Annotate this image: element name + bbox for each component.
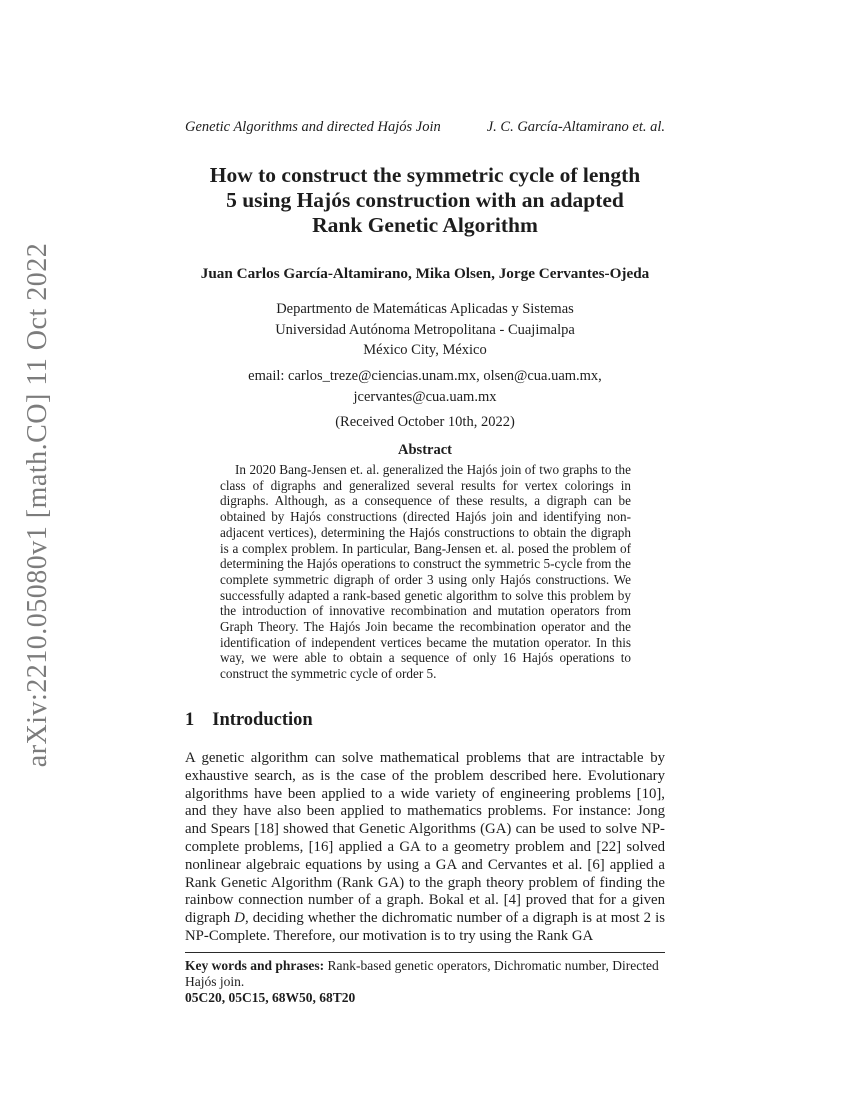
authors-line: Juan Carlos García-Altamirano, Mika Olsen, Jorge Cervantes-Ojeda [200, 265, 650, 282]
section-1-number: 1 [185, 710, 195, 730]
email-line-2: jcervantes@cua.uam.mx [353, 389, 497, 405]
intro-text-after-math: , deciding whether the dichromatic number of a digraph is at most 2 is NP-Complete. Therefore, our motivation is to try using the Rank GA [185, 910, 666, 944]
section-1-heading [185, 710, 665, 731]
affiliation-city: México City, México [363, 342, 487, 358]
received-date: (Received October 10th, 2022) [335, 414, 515, 430]
keywords-label: Key words and phrases: [185, 958, 325, 973]
running-header [185, 118, 665, 136]
paper-title-line-2: 5 using Hajós construction with an adapted [226, 188, 624, 212]
footnote-block [185, 958, 665, 1005]
running-header-title: Genetic Algorithms and directed Hajós Join [185, 119, 441, 135]
math-variable-D: D [234, 910, 245, 927]
affiliation-department: Departmento de Matemáticas Aplicadas y Sistemas [276, 301, 574, 317]
keywords-line [185, 958, 665, 990]
running-header-authors: J. C. García-Altamirano et. al. [486, 119, 665, 135]
abstract-text: In 2020 Bang-Jensen et. al. generalized the Hajós join of two graphs to the class of digraphs and generalized several results for vertex colorings in digraphs. Although, as a consequence of these results, a digraph can be obtained by Hajós constructions (directed Hajós join and identifying non-adjacent vertices), determining the Hajós constructions to obtain the digraph is a complex problem. In particular, Bang-Jensen et. al. posed the problem of determining the Hajós operations to construct the symmetric 5-cycle from the complete symmetric digraph of order 3 using only Hajós constructions. We successfully adapted a rank-based genetic algorithm to solve this problem by the introduction of innovative recombination and mutation operators from Graph Theory. The Hajós Join became the recombination operator and the identification of independent vertices became the mutation operator. In this way, we were able to obtain a sequence of only 16 Hajós operations to construct the symmetric cycle of order 5. [220, 462, 631, 682]
keywords-text: Rank-based genetic operators, Dichromatic number, Directed Hajós join. [185, 958, 659, 989]
contact-block [185, 366, 665, 408]
intro-text-before-math: A genetic algorithm can solve mathematical problems that are intractable by exhaustive search, as is the case of the problem described here. Evolutionary algorithms have been applied to a wide variety of engineering problems [10], and they have also been applied to mathematics problems. For instance: Jong and Spears [18] showed that Genetic Algorithms (GA) can be used to solve NP-complete problems, [16] applied a GA to a geometry problem and [22] solved nonlinear algebraic equations by using a GA and Cervantes et al. [6] applied a Rank Genetic Algorithm (Rank GA) to the graph theory problem of finding the rainbow connection number of a graph. Bokal et al. [4] proved that for a given digraph [185, 750, 665, 927]
paper-title [160, 163, 690, 238]
paper-title-line-3: Rank Genetic Algorithm [312, 213, 538, 237]
affiliation-block [185, 299, 665, 361]
section-1-title: Introduction [212, 710, 313, 730]
footnote-divider [185, 952, 665, 953]
email-line-1: email: carlos_treze@ciencias.unam.mx, olsen@cua.uam.mx, [248, 368, 602, 384]
msc-codes: 05C20, 05C15, 68W50, 68T20 [185, 989, 356, 1005]
affiliation-university: Universidad Autónoma Metropolitana - Cuajimalpa [275, 321, 575, 338]
paper-title-line-1: How to construct the symmetric cycle of length [209, 163, 641, 187]
arxiv-watermark: arXiv:2210.05080v1 [math.CO] 11 Oct 2022 [22, 242, 53, 768]
abstract-heading: Abstract [398, 442, 452, 458]
introduction-paragraph [185, 750, 665, 946]
